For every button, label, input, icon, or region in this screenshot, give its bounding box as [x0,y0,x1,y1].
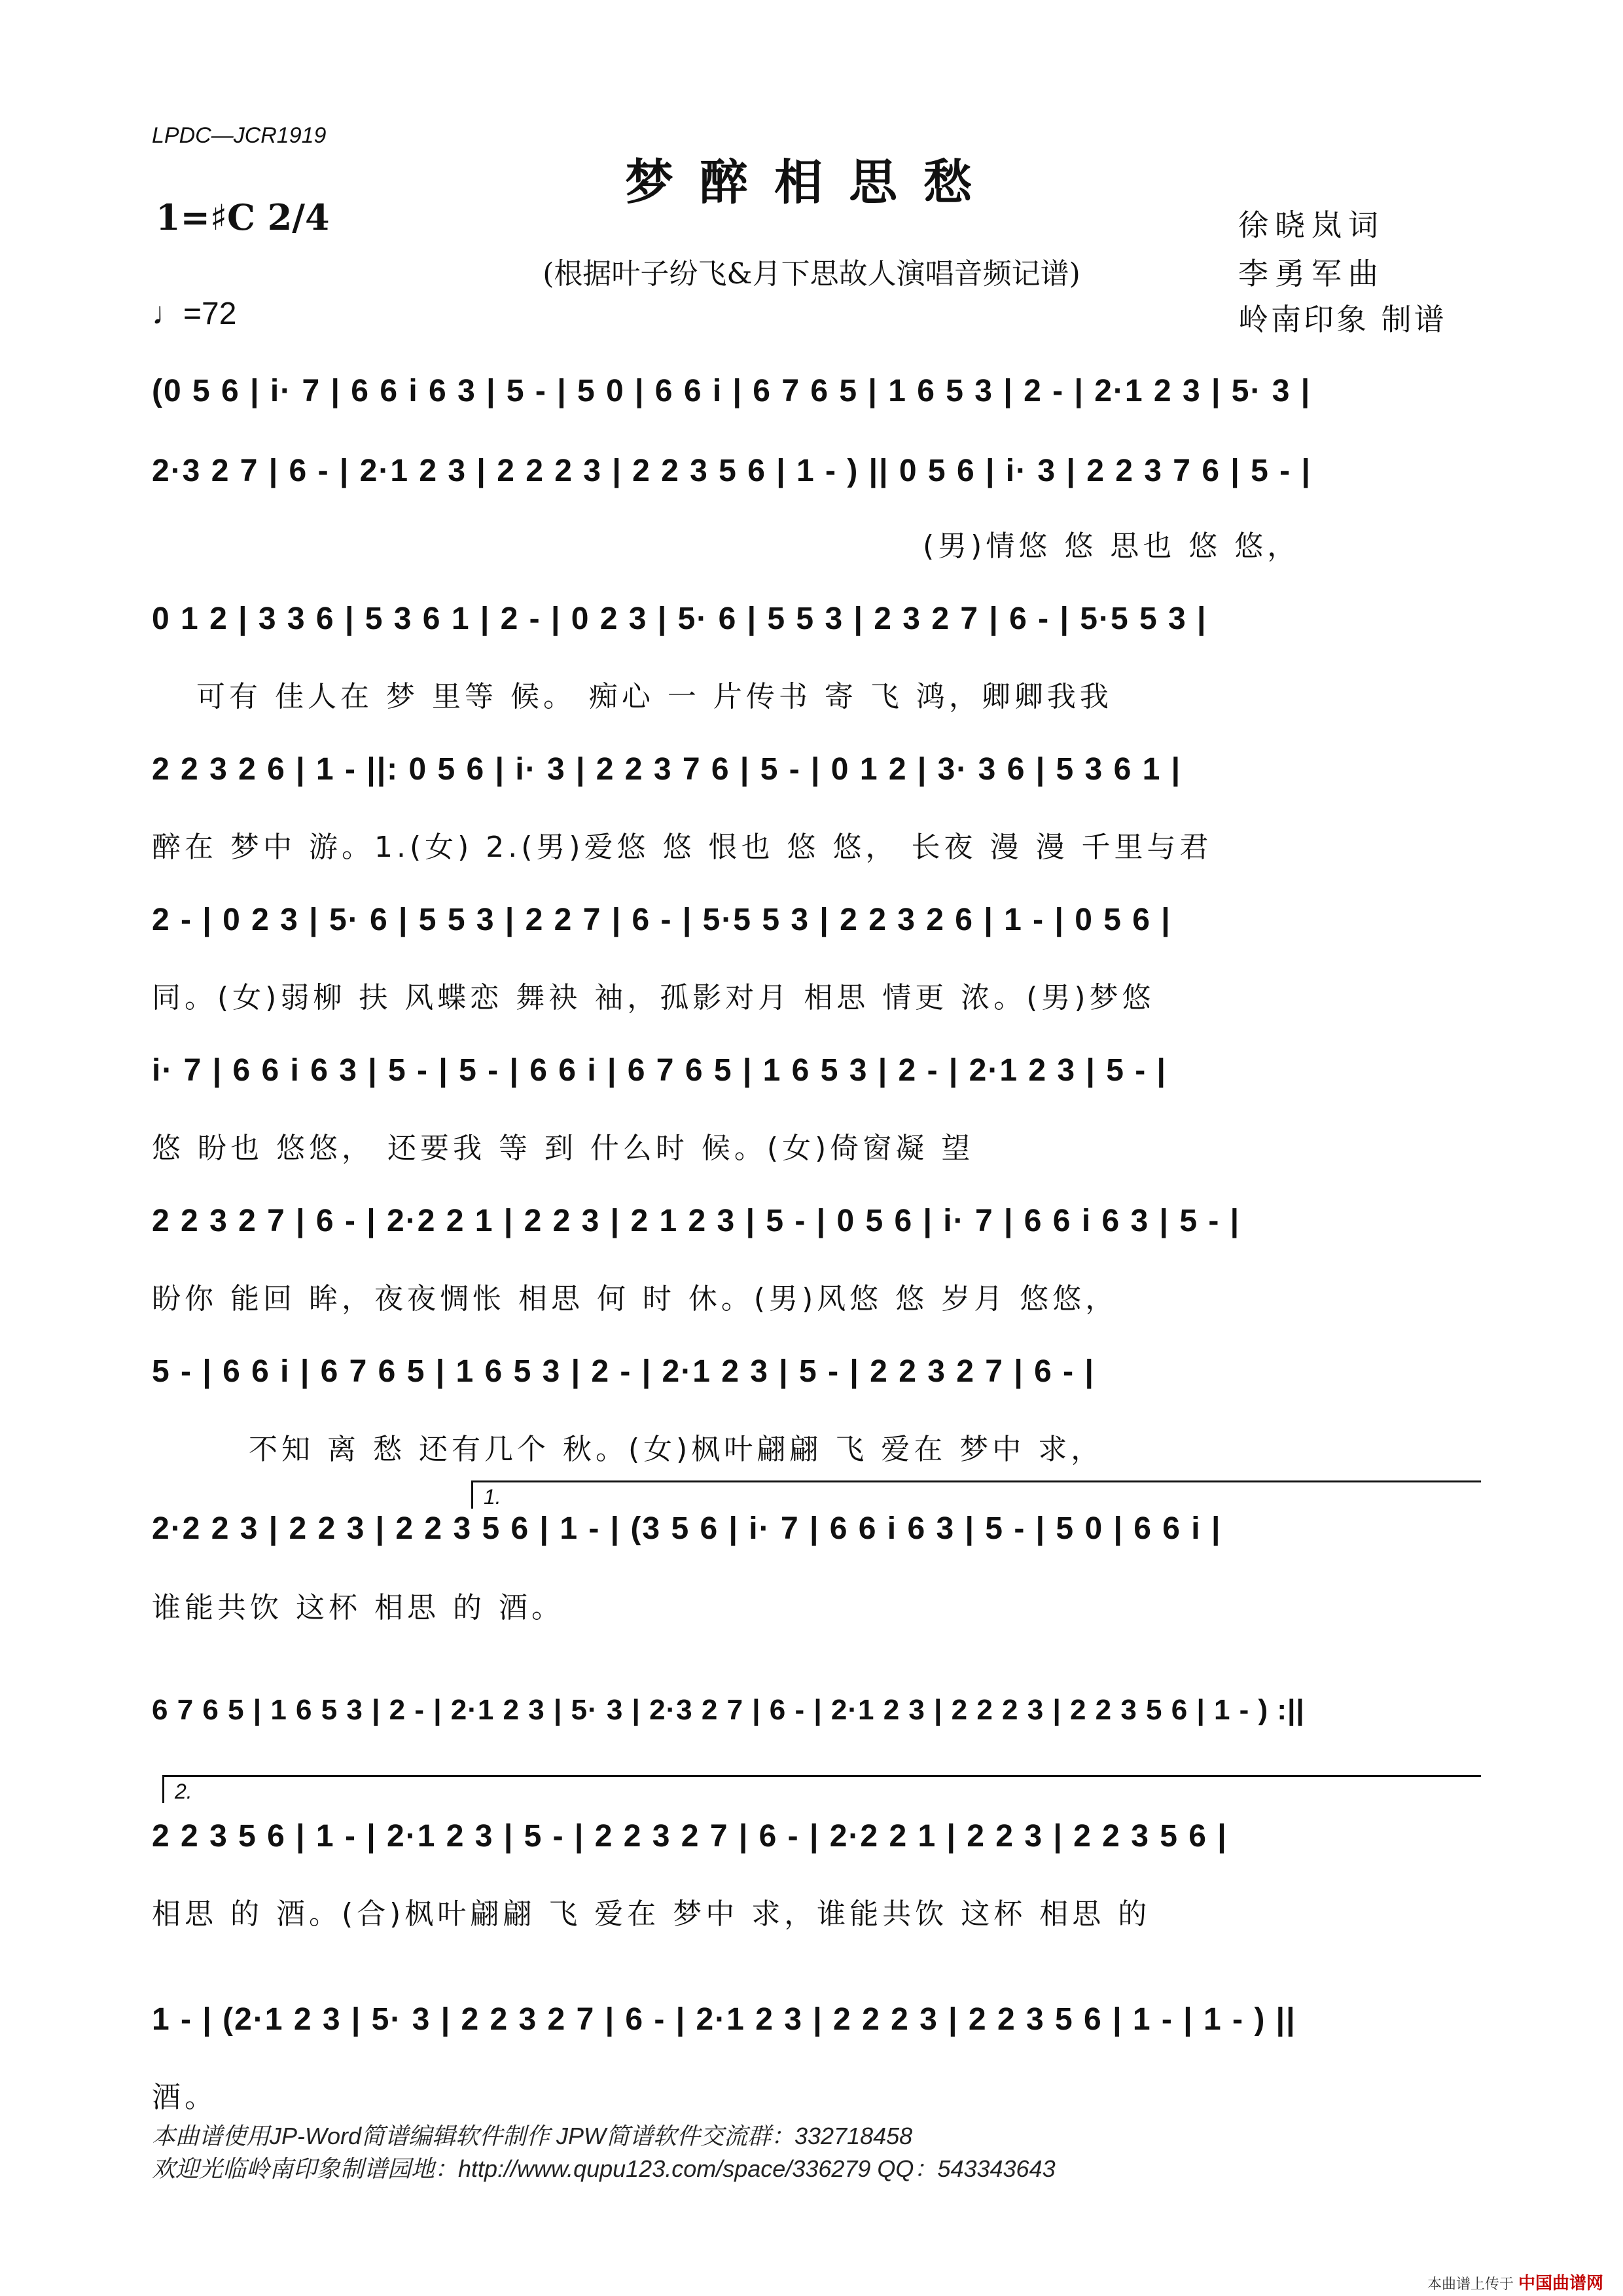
volta-1-label: 1. [484,1485,501,1509]
tempo-marking: ♩=72 [152,296,237,331]
lyric-row-4: 醉在 梦中 游。1.(女) 2.(男)爱悠 悠 恨也 悠 悠， 长夜 漫 漫 千里与君 [152,831,1213,864]
volta-bracket-2 [162,1775,1481,1803]
score-row-8: 5 - | 6 6 i | 6 7 6 5 | 1 6 5 3 | 2 - | 2·1 2 3 | 5 - | 2 2 3 2 7 | 6 - | [152,1354,1095,1389]
lyric-row-12: 酒。 [152,2081,217,2114]
score-row-12: 1 - | (2·1 2 3 | 5· 3 | 2 2 3 2 7 | 6 - | 2·1 2 3 | 2 2 2 3 | 2 2 3 5 6 | 1 - | 1 - ) || [152,2002,1296,2037]
subtitle: (根据叶子纷飞&月下思故人演唱音频记谱) [543,257,1080,291]
page-title: 梦醉相思愁 [625,154,998,211]
score-code: LPDC—JCR1919 [152,123,327,148]
lyricist-credit: 徐晓岚词 [1238,207,1385,243]
upload-prefix: 本曲谱上传于 [1427,2276,1514,2293]
lyric-row-9: 谁能共饮 这杯 相思 的 酒。 [152,1591,564,1624]
score-row-9: 2·2 2 3 | 2 2 3 | 2 2 3 5 6 | 1 - | (3 5 6 | i· 7 | 6 6 i 6 3 | 5 - | 5 0 | 6 6 i | [152,1511,1222,1546]
key-signature: 1=♯C 2/4 [156,196,330,238]
site-logo: 中国曲谱网 [1518,2274,1603,2293]
lyric-row-7: 盼你 能回 眸，夜夜惆怅 相思 何 时 休。(男)风悠 悠 岁月 悠悠， [152,1282,1118,1316]
upload-watermark [1427,2270,1603,2294]
score-row-4: 2 2 3 2 6 | 1 - ||: 0 5 6 | i· 3 | 2 2 3 7 6 | 5 - | 0 1 2 | 3· 3 6 | 5 3 6 1 | [152,752,1182,787]
footer-software-note: 本曲谱使用JP-Word简谱编辑软件制作 JPW简谱软件交流群：332718458 [152,2123,913,2149]
footer-website-note: 欢迎光临岭南印象制谱园地：http://www.qupu123.com/space/336279 QQ：543343643 [152,2155,1056,2182]
volta-bracket-1 [471,1480,1481,1509]
volta-2-label: 2. [175,1780,192,1803]
lyric-row-11: 相思 的 酒。(合)枫叶翩翩 飞 爱在 梦中 求，谁能共饮 这杯 相思 的 [152,1897,1151,1931]
lyric-row-5: 同。(女)弱柳 扶 风蝶恋 舞袂 袖，孤影对月 相思 情更 浓。(男)梦悠 [152,981,1155,1014]
lyric-row-8: 不知 离 愁 还有几个 秋。(女)枫叶翩翩 飞 爱在 梦中 求， [249,1433,1104,1466]
score-row-10: 6 7 6 5 | 1 6 5 3 | 2 - | 2·1 2 3 | 5· 3 | 2·3 2 7 | 6 - | 2·1 2 3 | 2 2 2 3 | 2 2 3 5 6 | 1 - ) :|| [152,1694,1305,1726]
score-row-6: i· 7 | 6 6 i 6 3 | 5 - | 5 - | 6 6 i | 6 7 6 5 | 1 6 5 3 | 2 - | 2·1 2 3 | 5 - | [152,1053,1167,1088]
score-row-11: 2 2 3 5 6 | 1 - | 2·1 2 3 | 5 - | 2 2 3 2 7 | 6 - | 2·2 2 1 | 2 2 3 | 2 2 3 5 6 | [152,1819,1228,1854]
score-row-7: 2 2 3 2 7 | 6 - | 2·2 2 1 | 2 2 3 | 2 1 2 3 | 5 - | 0 5 6 | i· 7 | 6 6 i 6 3 | 5 - | [152,1204,1241,1238]
lyric-row-3: 可有 佳人在 梦 里等 候。 痴心 一 片传书 寄 飞 鸿，卿卿我我 [196,680,1113,713]
score-row-1: (0 5 6 | i· 7 | 6 6 i 6 3 | 5 - | 5 0 | 6 6 i | 6 7 6 5 | 1 6 5 3 | 2 - | 2·1 2 3 | 5· 3 | [152,374,1311,408]
score-row-5: 2 - | 0 2 3 | 5· 6 | 5 5 3 | 2 2 7 | 6 - | 5·5 5 3 | 2 2 3 2 6 | 1 - | 0 5 6 | [152,903,1171,937]
score-row-2: 2·3 2 7 | 6 - | 2·1 2 3 | 2 2 2 3 | 2 2 3 5 6 | 1 - ) || 0 5 6 | i· 3 | 2 2 3 7 6 | 5 - | [152,454,1311,488]
score-row-3: 0 1 2 | 3 3 6 | 5 3 6 1 | 2 - | 0 2 3 | 5· 6 | 5 5 3 | 2 3 2 7 | 6 - | 5·5 5 3 | [152,601,1207,636]
composer-credit: 李勇军曲 [1238,256,1385,291]
arranger-credit: 岭南印象 制谱 [1238,302,1447,337]
lyric-row-2: (男)情悠 悠 思也 悠 悠， [923,529,1300,563]
lyric-row-6: 悠 盼也 悠悠， 还要我 等 到 什么时 候。(女)倚窗凝 望 [152,1132,974,1165]
